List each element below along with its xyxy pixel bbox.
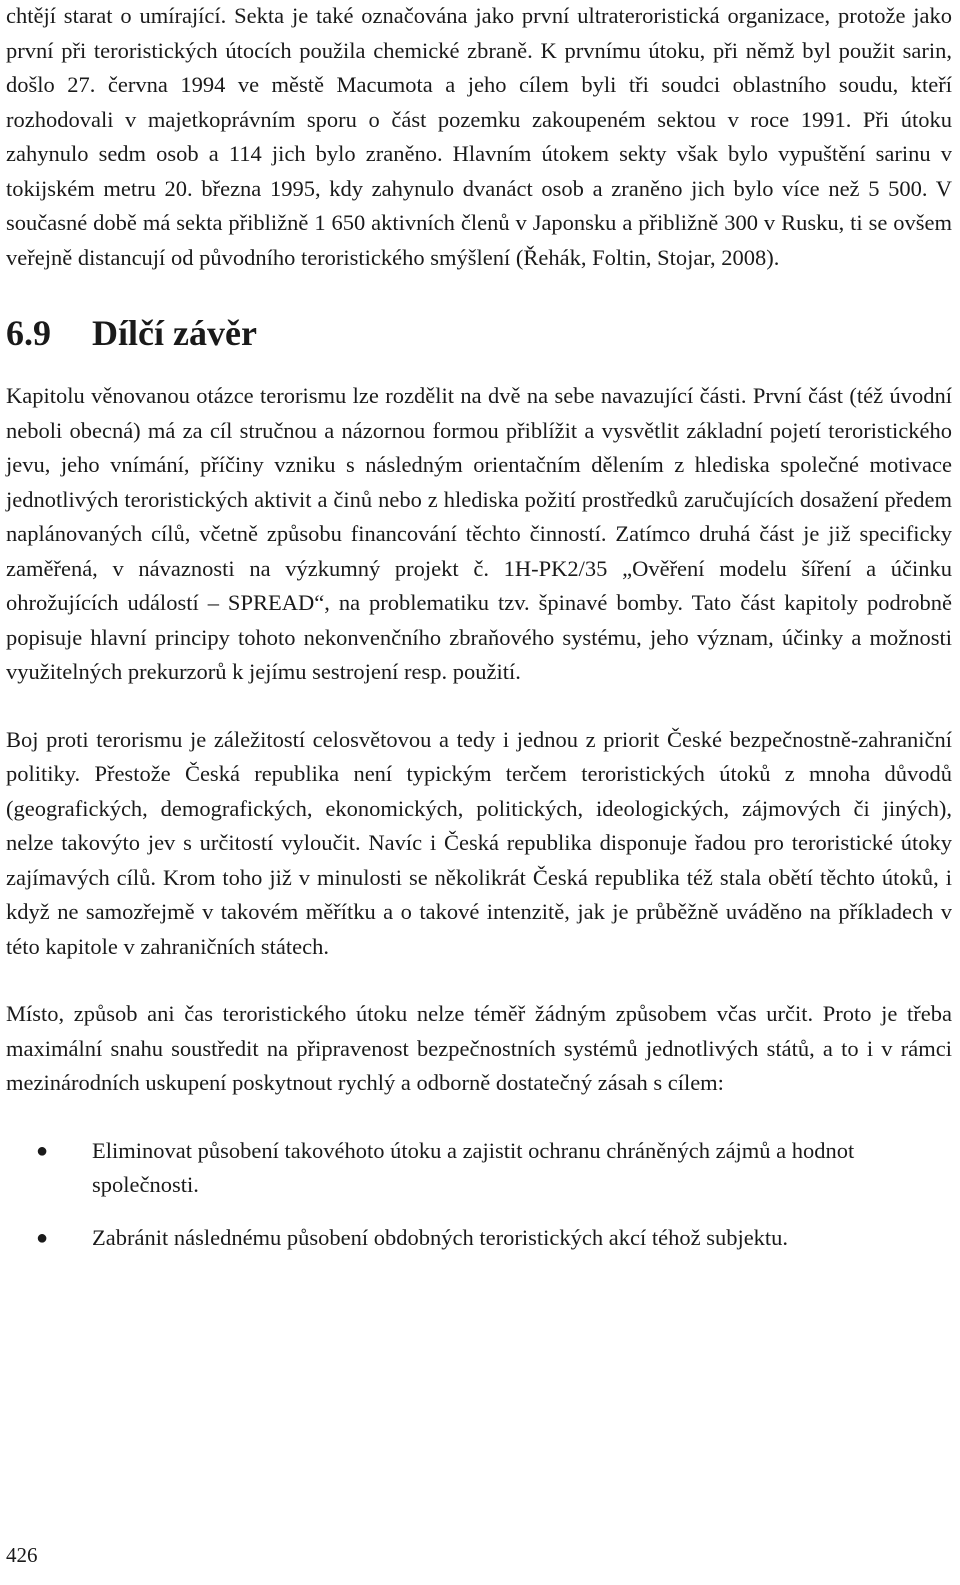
bullet-list — [6, 1134, 952, 1256]
page-number: 426 — [6, 1543, 38, 1567]
paragraph-1: Kapitolu věnovanou otázce terorismu lze rozdělit na dvě na sebe navazující části. První část (též úvodní neboli obecná) má za cíl stručnou a názornou formou přiblížit a vysvětlit základní pojetí teroristického jevu, jeho vnímání, příčiny vzniku s následným orientačním dělením z hlediska společné motivace jednotlivých teroristických aktivit a činů nebo z hlediska požití prostředků zaručujících dosažení předem naplánovaných cílů, včetně způsobu financování těchto činností. Zatímco druhá část je již specificky zaměřená, v návaznosti na výzkumný projekt č. 1H-PK2/35 „Ověření modelu šíření a účinku ohrožujících událostí – SPREAD“, na problematiku tzv. špinavé bomby. Tato část kapitoly podrobně popisuje hlavní principy tohoto nekonvenčního zbraňového systému, jeho význam, účinky a možnosti využitelných prekurzorů k jejímu sestrojení resp. použití. — [6, 383, 952, 684]
paragraph-3: Místo, způsob ani čas teroristického útoku nelze téměř žádným způsobem včas určit. Proto je třeba maximální snahu soustředit na připravenost bezpečnostních systémů jednotlivých států, a to i v rámci mezinárodních uskupení poskytnout rychlý a odborně dostatečný zásah s cílem: — [6, 1001, 952, 1095]
bullet-icon: ● — [36, 1226, 49, 1249]
section-title: Dílčí závěr — [92, 313, 257, 353]
paragraph-2: Boj proti terorismu je záležitostí celosvětovou a tedy i jednou z priorit České bezpečnostně-zahraniční politiky. Přestože Česká republika není typickým terčem teroristických útoků z mnoha důvodů (geografických, demografických, ekonomických, politických, ideologických, zájmových či jiných), nelze takovýto jev s určitostí vyloučit. Navíc i Česká republika disponuje řadou pro teroristické útoky zajímavých cílů. Krom toho již v minulosti se několikrát Česká republika též stala obětí těchto útoků, i když ne samozřejmě v takovém měřítku a o takové intenzitě, jak je průběžně uváděno na příkladech v této kapitole v zahraničních státech. — [6, 726, 952, 959]
list-item — [6, 1134, 952, 1203]
intro-paragraph: chtějí starat o umírající. Sekta je také označována jako první ultrateroristická organizace, protože jako první při teroristických útocích použila chemické zbraně. K prvnímu útoku, při němž byl použit sarin, došlo 27. června 1994 ve městě Macumota a jeho cílem byli tři soudci oblastního soudu, kteří rozhodovali v majetkoprávním sporu o část pozemku zakoupeném sektou v roce 1991. Při útoku zahynulo sedm osob a 114 jich bylo zraněno. Hlavním útokem sekty však bylo vypuštění sarinu v tokijském metru 20. března 1995, kdy zahynulo dvanáct osob a zraněno jich bylo více než 5 500. V současné době má sekta přibližně 1 650 aktivních členů v Japonsku a přibližně 300 v Rusku, ti se ovšem veřejně distancují od původního teroristického smýšlení (Řehák, Foltin, Stojar, 2008). — [6, 3, 952, 270]
section-number: 6.9 — [6, 313, 51, 353]
section-heading — [6, 311, 952, 355]
bullet-icon: ● — [36, 1139, 49, 1162]
list-item-text: Eliminovat působení takovéhoto útoku a zajistit ochranu chráněných zájmů a hodnot společnosti. — [92, 1137, 855, 1197]
list-item-text: Zabránit následnému působení obdobných teroristických akcí téhož subjektu. — [92, 1224, 789, 1250]
list-item — [6, 1221, 952, 1256]
document-page — [6, 0, 952, 1273]
